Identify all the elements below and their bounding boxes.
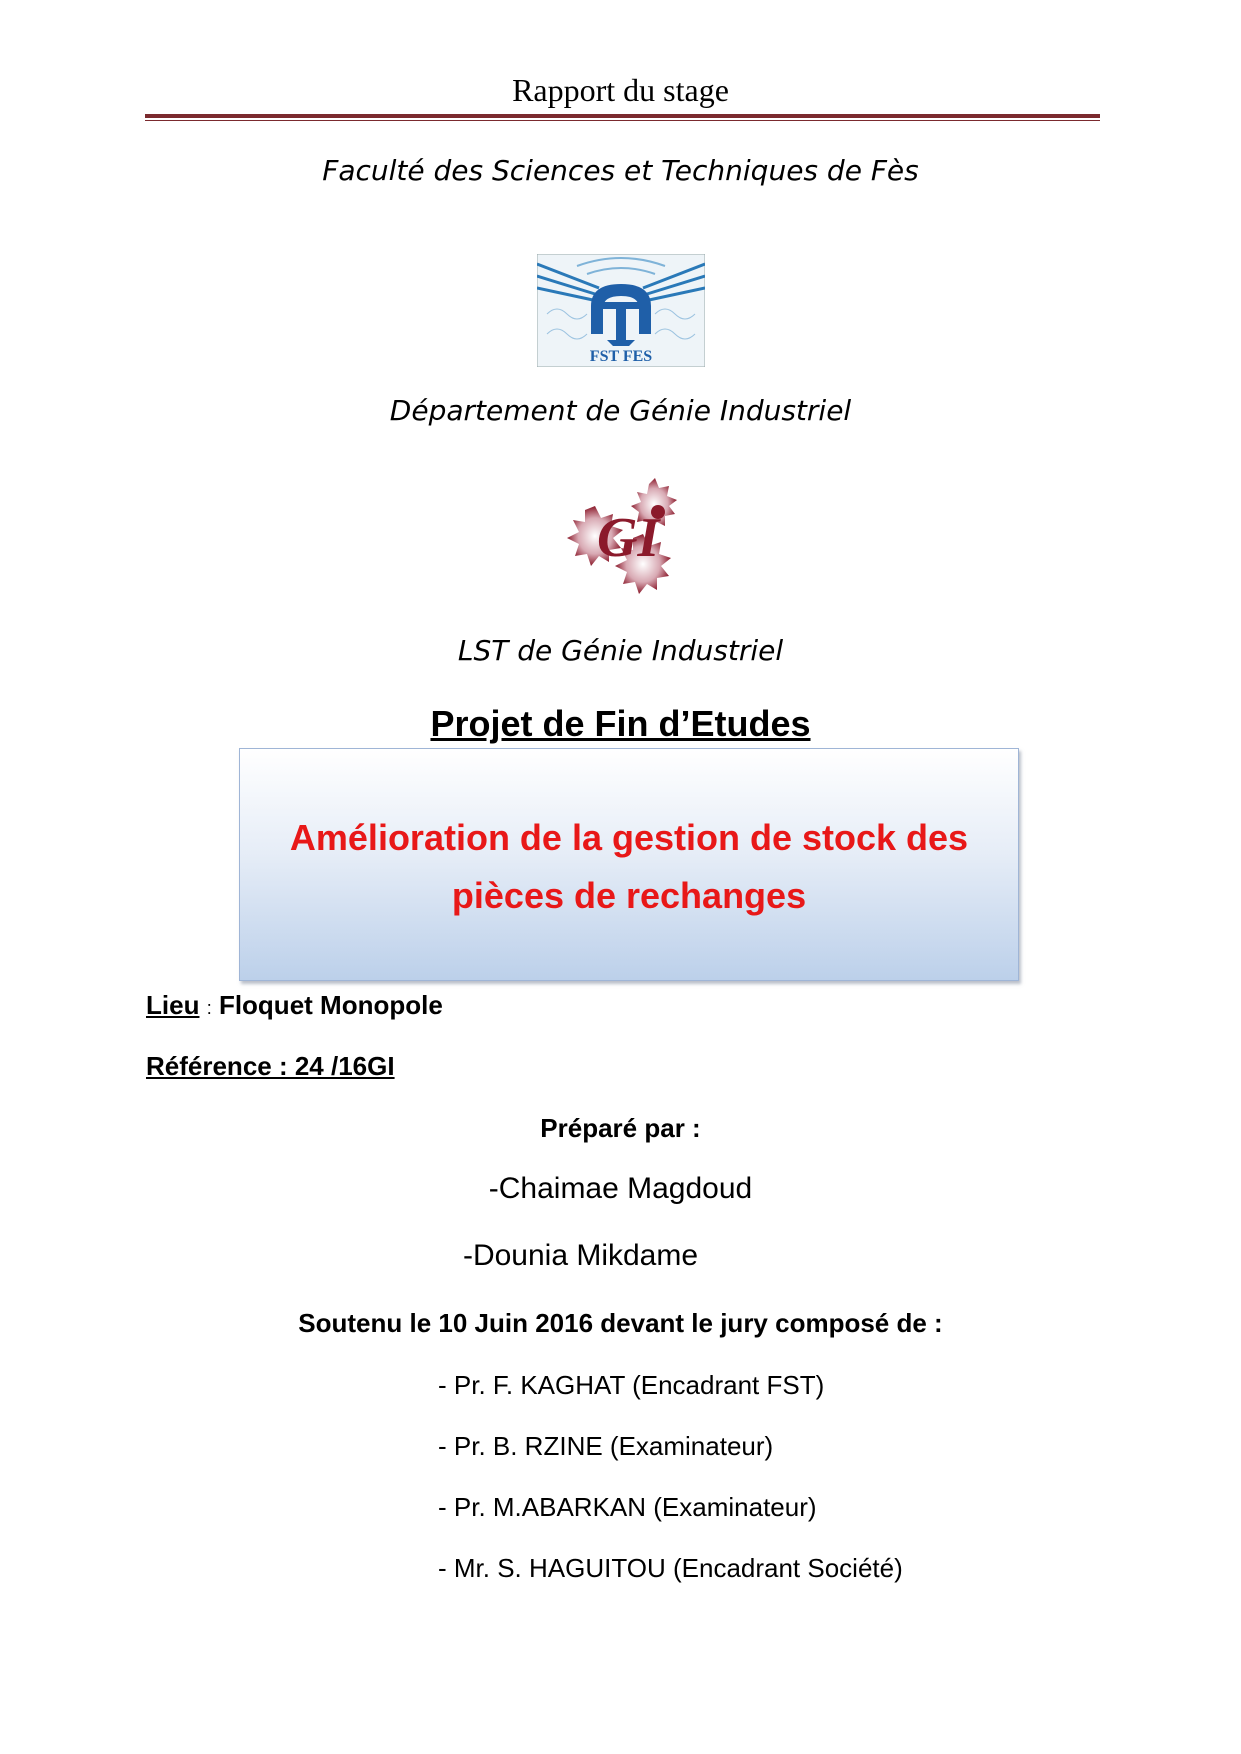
project-title-box: [239, 748, 1019, 981]
project-title-line-2: pièces de rechanges: [451, 875, 807, 916]
jury-member: - Mr. S. HAGUITOU (Encadrant Société): [438, 1553, 903, 1583]
gi-logo-text: GI: [597, 507, 660, 569]
project-heading: Projet de Fin d’Etudes: [430, 703, 811, 744]
author-name: -Chaimae Magdoud: [488, 1172, 753, 1205]
defense-label: Soutenu le 10 Juin 2016 devant le jury composé de :: [298, 1308, 943, 1338]
header-rule-thin: [145, 120, 1100, 121]
lieu-value: Floquet Monopole: [218, 990, 443, 1020]
jury-member: - Pr. F. KAGHAT (Encadrant FST): [438, 1370, 825, 1400]
reference: Référence : 24 /16GI: [146, 1051, 395, 1081]
author-name: -Dounia Mikdame: [462, 1239, 699, 1272]
jury-member: - Pr. M.ABARKAN (Examinateur): [438, 1492, 817, 1522]
lieu-line: [146, 990, 443, 1021]
header-rule: [145, 114, 1100, 118]
project-title-line-1: Amélioration de la gestion de stock des: [289, 817, 969, 858]
prepared-by-label: Préparé par :: [540, 1113, 701, 1143]
gi-gear-logo-icon: [555, 478, 695, 608]
fst-fes-logo-icon: [537, 254, 705, 367]
faculty-name: Faculté des Sciences et Techniques de Fès: [322, 154, 919, 187]
program-name: LST de Génie Industriel: [457, 634, 784, 667]
fst-logo-text: FST FES: [589, 348, 653, 365]
header-title: Rapport du stage: [512, 72, 729, 108]
jury-member: - Pr. B. RZINE (Examinateur): [438, 1431, 774, 1461]
department-name: Département de Génie Industriel: [389, 394, 852, 427]
lieu-label: Lieu: [146, 990, 200, 1020]
lieu-separator: :: [206, 998, 212, 1018]
